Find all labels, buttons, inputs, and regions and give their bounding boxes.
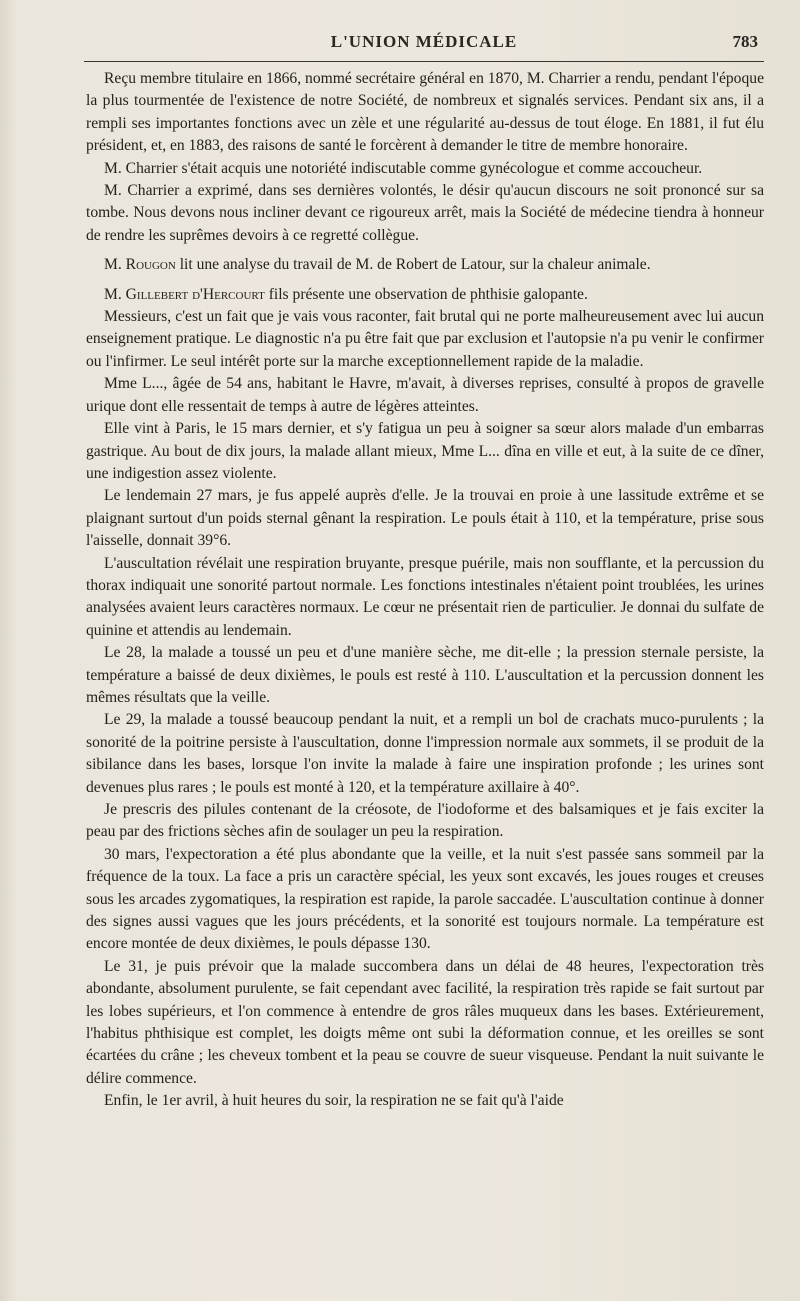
paragraph: Messieurs, c'est un fait que je vais vous raconter, fait brutal qui ne porte malheureusement avec lui aucun enseignement pratique. Le diagnostic n'a pu être fait que par exclusion et l'autopsie n'a pu venir le confirmer ou l'infirmer. Le seul intérêt porte sur la marche exceptionnellement rapide de la maladie. — [86, 308, 764, 370]
paragraph — [86, 284, 764, 306]
page-number: 783 — [732, 32, 758, 51]
speaker-name: M. Rougon — [104, 256, 176, 274]
paragraph: M. Charrier s'était acquis une notoriété indiscutable comme gynécologue et comme accoucheur. — [104, 159, 703, 177]
paragraph: Elle vint à Paris, le 15 mars dernier, et s'y fatigua un peu à soigner sa sœur alors malade d'un embarras gastrique. Au bout de dix jours, la malade allant mieux, Mme L... dîna en ville et eut, à la suite de ce dîner, une indigestion assez violente. — [86, 420, 764, 482]
paragraph-text: lit une analyse du travail de M. de Robert de Latour, sur la chaleur animale. — [175, 256, 651, 274]
paragraph: M. Charrier a exprimé, dans ses dernières volontés, le désir qu'aucun discours ne soit prononcé sur sa tombe. Nous devons nous incliner devant ce rigoureux arrêt, mais la Société de médecine tiendra à honneur de rendre les suprêmes devoirs à ce regretté collègue. — [86, 182, 764, 244]
article-body — [86, 68, 764, 1113]
paragraph-text: fils présente une observation de phthisie galopante. — [264, 285, 588, 303]
paragraph — [86, 254, 764, 276]
paragraph: Reçu membre titulaire en 1866, nommé secrétaire général en 1870, M. Charrier a rendu, pendant l'époque la plus tourmentée de l'existence de notre Société, de nombreux et signalés services. Pendant six ans, il a rempli ses importantes fonctions avec un zèle et une régularité au-dessus de tout éloge. En 1881, il fut élu président, et, en 1883, des raisons de santé le forcèrent à demander le titre de membre honoraire. — [86, 70, 764, 155]
paragraph: Le 28, la malade a toussé un peu et d'une manière sèche, me dit-elle ; la pression sternale persiste, la température a baissé de deux dixièmes, le pouls est resté à 110. L'auscultation et la percussion donnent les mêmes résultats que la veille. — [86, 644, 764, 706]
paragraph: Le lendemain 27 mars, je fus appelé auprès d'elle. Je la trouvai en proie à une lassitude extrême et se plaignant surtout d'un poids sternal gênant la respiration. Le pouls était à 110, et la température, prise sous l'aisselle, donnait 39°6. — [86, 487, 764, 550]
paragraph: L'auscultation révélait une respiration bruyante, presque puérile, mais non soufflante, et la percussion du thorax indiquait une sonorité partout normale. Les fonctions intestinales n'étaient point troublées, les urines analysées avaient leurs caractères normaux. Le cœur ne présentait rien de particulier. Je donnai du sulfate de quinine et attendis au lendemain. — [86, 554, 764, 639]
paragraph: Enfin, le 1er avril, à huit heures du soir, la respiration ne se fait qu'à l'aide — [104, 1092, 564, 1110]
paragraph: Le 29, la malade a toussé beaucoup pendant la nuit, et a rempli un bol de crachats muco-purulents ; la sonorité de la poitrine persiste à l'auscultation, donne l'impression normale aux sommets, il se produit de la sibilance dans les bases, lorsque l'on invite la malade à faire une inspiration profonde ; les urines sont devenues plus rares ; le pouls est monté à 120, et la température axillaire à 40°. — [86, 711, 764, 796]
paragraph: 30 mars, l'expectoration a été plus abondante que la veille, et la nuit s'est passée sans sommeil par la fréquence de la toux. La face a pris un caractère spécial, les yeux sont excavés, les joues rouges et creuses sous les arcades zygomatiques, la respiration est rapide, la parole saccadée. L'auscultation continue à donner des signes aussi vagues que les jours précédents, et la sonorité est toujours normale. La température est encore montée de deux dixièmes, le pouls dépasse 130. — [86, 845, 764, 953]
running-title: L'UNION MÉDICALE — [330, 32, 518, 51]
paragraph: Je prescris des pilules contenant de la créosote, de l'iodoforme et des balsamiques et je fais exciter la peau par des frictions sèches afin de soulager un peu la respiration. — [86, 801, 764, 841]
paragraph: Le 31, je puis prévoir que la malade succombera dans un délai de 48 heures, l'expectoration très abondante, absolument purulente, se fait cependant avec facilité, la respiration très rapide se fait surtout par les lobes supérieurs, et l'on commence à entendre de gros râles muqueux dans les bases. Extérieurement, l'habitus phthisique est complet, les doigts même ont subi la déformation connue, et les oreilles se sont écartées du crâne ; les cheveux tombent et la peau se couvre de sueur visqueuse. Pendant la nuit suivante le délire commence. — [86, 957, 764, 1087]
page-header — [84, 28, 764, 58]
speaker-name: M. Gillebert d'Hercourt — [104, 285, 265, 303]
paragraph: Mme L..., âgée de 54 ans, habitant le Havre, m'avait, à diverses reprises, consulté à propos de gravelle urique dont elle ressentait de temps à autre de légères atteintes. — [86, 375, 764, 415]
header-rule — [84, 61, 764, 62]
